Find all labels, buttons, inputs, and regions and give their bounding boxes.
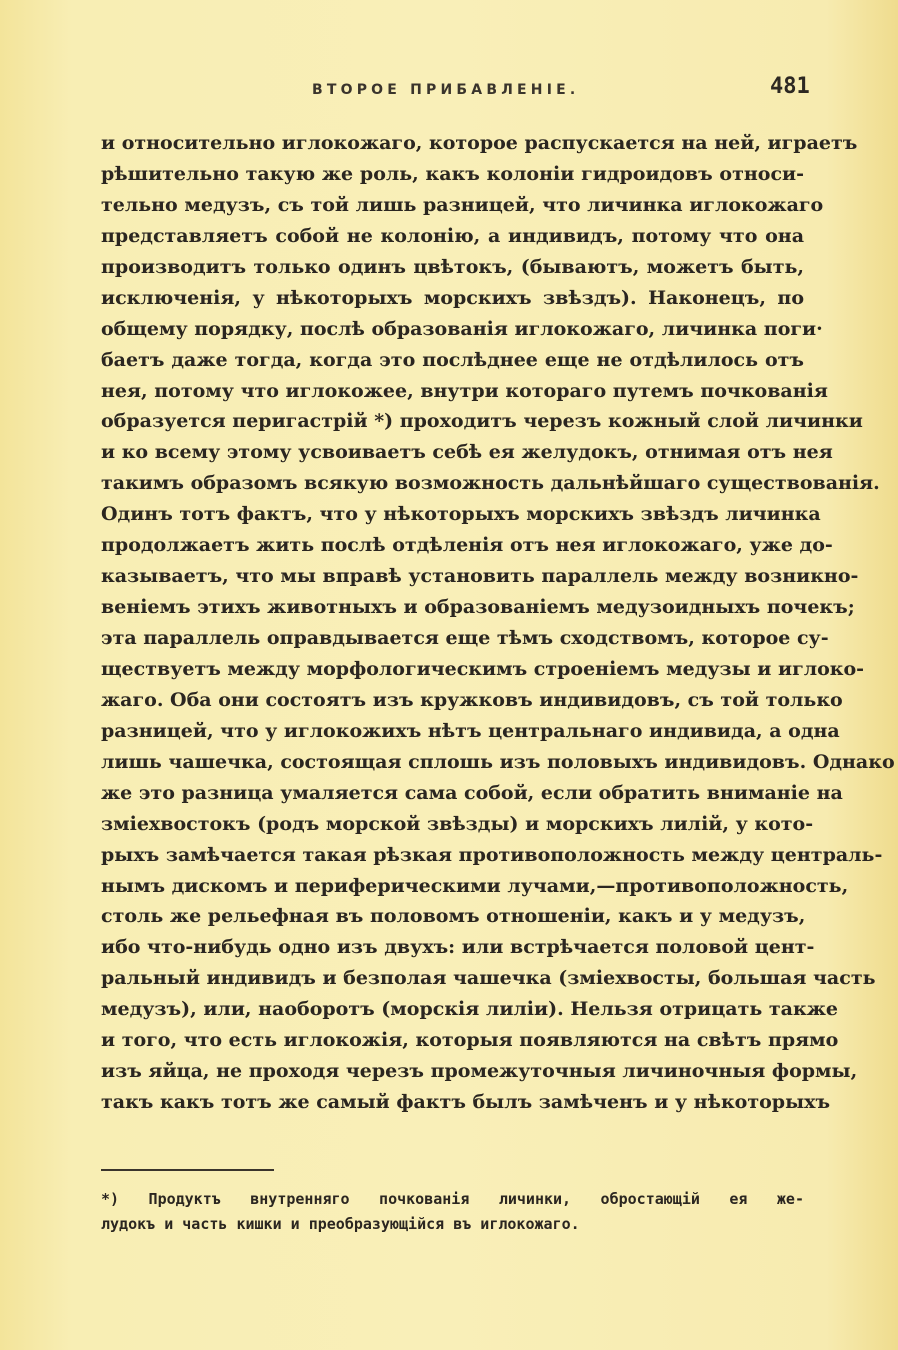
- text-line: лишь чашечка, состоящая сплошь изъ половыхъ индивидовъ. Однако: [101, 750, 895, 773]
- text-line: казываетъ, что мы вправѣ установить параллель между возникно-: [101, 565, 859, 588]
- text-line: такъ какъ тотъ же самый фактъ былъ замѣченъ и у нѣкоторыхъ: [101, 1091, 831, 1114]
- text-line: нея, потому что иглокожее, внутри котораго путемъ почкованія: [101, 379, 828, 402]
- footnote-line: лудокъ и часть кишки и преобразующійся въ иглокожаго.: [101, 1215, 580, 1233]
- text-line: изъ яйца, не проходя черезъ промежуточныя личиночныя формы,: [101, 1060, 858, 1083]
- text-line: ибо что-нибудь одно изъ двухъ: или встрѣчается половой цент-: [101, 936, 815, 959]
- running-header: ВТОРОЕ ПРИБАВЛЕНІЕ.: [312, 82, 580, 98]
- text-line: такимъ образомъ всякую возможность дальнѣйшаго существованія.: [101, 472, 880, 495]
- text-line: медузъ), или, наоборотъ (морскія лиліи). Нельзя отрицать также: [101, 998, 838, 1021]
- text-line: ральный индивидъ и безполая чашечка (зміехвосты, большая часть: [101, 967, 876, 990]
- text-line: и ко всему этому усвоиваетъ себѣ ея желудокъ, отнимая отъ нея: [101, 441, 833, 464]
- text-line: Одинъ тотъ фактъ, что у нѣкоторыхъ морскихъ звѣздъ личинка: [101, 503, 821, 526]
- text-line: рыхъ замѣчается такая рѣзкая противоположность между централь-: [101, 843, 883, 866]
- text-line: же это разница умаляется сама собой, если обратить вниманіе на: [101, 781, 843, 804]
- text-line: общему порядку, послѣ образованія иглокожаго, личинка поги·: [101, 317, 823, 340]
- text-line: представляетъ собой не колонію, а индивидъ, потому что она: [101, 224, 804, 247]
- text-line: столь же рельефная въ половомъ отношеніи, какъ и у медузъ,: [101, 905, 806, 928]
- footnote-divider: [101, 1169, 274, 1171]
- text-line: нымъ дискомъ и периферическими лучами,—противоположность,: [101, 874, 849, 897]
- text-line: эта параллель оправдывается еще тѣмъ сходствомъ, которое су-: [101, 627, 829, 649]
- text-line: тельно медузъ, съ той лишь разницей, что личинка иглокожаго: [101, 193, 824, 216]
- main-text: [101, 128, 895, 1118]
- text-line: и относительно иглокожаго, которое распускается на ней, играетъ: [101, 132, 858, 154]
- text-line: исключенія, у нѣкоторыхъ морскихъ звѣздъ). Наконецъ, по: [101, 286, 804, 309]
- page-number: 481: [770, 74, 810, 99]
- text-line: баетъ даже тогда, когда это послѣднее еще не отдѣлилось отъ: [101, 348, 804, 371]
- text-line: зміехвостокъ (родъ морской звѣзды) и морскихъ лилій, у кото-: [101, 812, 814, 835]
- text-line: и того, что есть иглокожія, которыя появляются на свѣтъ прямо: [101, 1029, 839, 1052]
- footnote-line: *) Продуктъ внутренняго почкованія личинки, обростающій ея же-: [101, 1190, 804, 1208]
- text-line: рѣшительно такую же роль, какъ колоніи гидроидовъ относи-: [101, 162, 804, 185]
- text-line: ществуетъ между морфологическимъ строеніемъ медузы и иглоко-: [101, 657, 865, 680]
- text-line: производитъ только одинъ цвѣтокъ, (бываютъ, можетъ быть,: [101, 255, 804, 278]
- text-line: продолжаетъ жить послѣ отдѣленія отъ нея иглокожаго, уже до-: [101, 534, 833, 557]
- footnote: [101, 1187, 804, 1237]
- text-line: жаго. Оба они состоятъ изъ кружковъ индивидовъ, съ той только: [101, 688, 843, 711]
- text-line: разницей, что у иглокожихъ нѣтъ центральнаго индивида, а одна: [101, 719, 840, 742]
- text-line: образуется перигастрій *) проходитъ черезъ кожный слой личинки: [101, 410, 863, 433]
- text-line: веніемъ этихъ животныхъ и образованіемъ медузоидныхъ почекъ;: [101, 596, 855, 619]
